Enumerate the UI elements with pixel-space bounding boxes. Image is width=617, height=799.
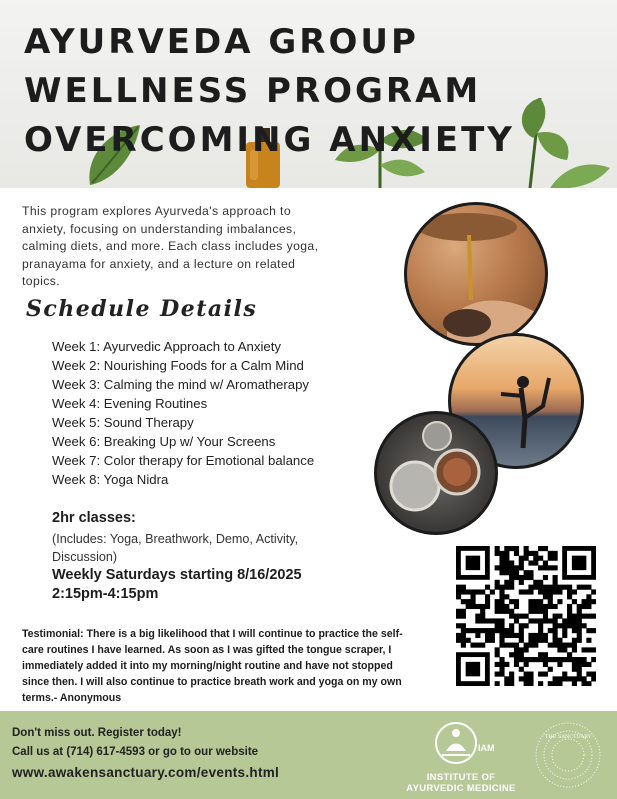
sanctuary-logo-text: THE SANCTUARY bbox=[544, 734, 592, 740]
program-description: This program explores Ayurveda's approach to anxiety, focusing on understanding imbalances, calming diets, and more. Each class includes yoga, pranayama for anxiety, and a lecture on related topics. bbox=[22, 204, 319, 288]
iam-name-line-1: INSTITUTE OF bbox=[426, 772, 496, 783]
schedule-title: Schedule Details bbox=[26, 296, 258, 322]
qr-code-icon[interactable] bbox=[456, 546, 596, 686]
iam-short-label: IAM bbox=[478, 743, 495, 753]
schedule-when bbox=[52, 566, 302, 604]
tea-infuser-illustration bbox=[377, 414, 495, 532]
iam-institute-name bbox=[388, 772, 534, 794]
meditation-logo-icon bbox=[426, 717, 506, 767]
iam-name-line-2: AYURVEDIC MEDICINE bbox=[406, 783, 516, 794]
contact-phone: Call us at (714) 617-4593 or go to our website bbox=[12, 746, 259, 758]
oil-therapy-illustration bbox=[407, 205, 545, 343]
header-banner bbox=[0, 0, 617, 188]
title-line-3: OVERCOMING ANXIETY bbox=[24, 120, 515, 160]
list-item: Week 2: Nourishing Foods for a Calm Mind bbox=[52, 358, 304, 373]
list-item: Week 4: Evening Routines bbox=[52, 396, 208, 411]
list-item: Week 3: Calming the mind w/ Aromatherapy bbox=[52, 377, 310, 392]
start-date: Weekly Saturdays starting 8/16/2025 bbox=[52, 567, 302, 583]
title-line-1: AYURVEDA GROUP bbox=[24, 22, 419, 62]
register-call-to-action: Don't miss out. Register today! bbox=[12, 727, 182, 739]
website-link[interactable]: www.awakensanctuary.com/events.html bbox=[12, 765, 280, 780]
qr-code-pattern bbox=[456, 546, 596, 686]
week-list bbox=[52, 337, 314, 489]
classes-detail: (Includes: Yoga, Breathwork, Demo, Activity, Discussion) bbox=[52, 532, 299, 564]
photo-tea-infusers bbox=[374, 411, 498, 535]
list-item: Week 8: Yoga Nidra bbox=[52, 472, 169, 487]
footer bbox=[0, 711, 617, 799]
list-item: Week 6: Breaking Up w/ Your Screens bbox=[52, 434, 276, 449]
class-time: 2:15pm-4:15pm bbox=[52, 586, 159, 602]
photo-oil-therapy bbox=[404, 202, 548, 346]
testimonial: Testimonial: There is a big likelihood that I will continue to practice the self-care routines I have learned. As soon as I was gifted the tongue scraper, I immediately added it into my morning/night routine and have not stopped since then. I will also continue to practice breath work and yoga on my own terms.- Anonymous bbox=[22, 628, 403, 704]
title-line-2: WELLNESS PROGRAM bbox=[24, 71, 482, 111]
list-item: Week 7: Color therapy for Emotional balance bbox=[52, 453, 315, 468]
list-item: Week 1: Ayurvedic Approach to Anxiety bbox=[52, 339, 281, 354]
list-item: Week 5: Sound Therapy bbox=[52, 415, 194, 430]
leaf-icon bbox=[550, 160, 610, 188]
classes-heading: 2hr classes: bbox=[52, 510, 136, 526]
sanctuary-logo-icon bbox=[533, 720, 603, 790]
